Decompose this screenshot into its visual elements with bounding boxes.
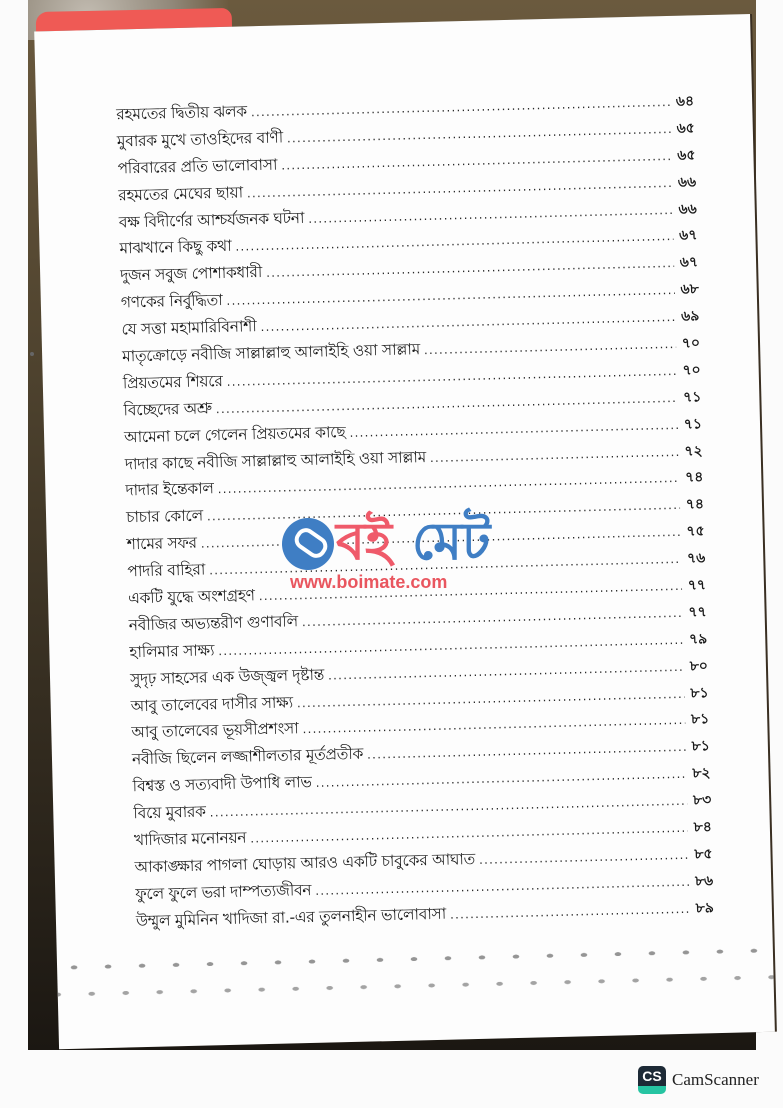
toc-entry-title: রহমতের দ্বিতীয় ঝলক [116,102,248,124]
toc-entry-title: আবু তালেবের দাসীর সাক্ষ্য [130,692,294,715]
toc-entry-page-number: ৭১ [683,415,703,433]
watermark-brand-part1: বই [336,512,392,572]
toc-entry-title: বিশ্বস্ত ও সত্যবাদী উপাধি লাভ [132,773,312,796]
toc-entry-title: মুবারক মুখে তাওহিদের বাণী [116,128,284,151]
toc-entry-page-number: ৭৪ [684,469,704,487]
toc-entry-title: দাদার ইন্তেকাল [125,479,214,500]
toc-entry-page-number: ৮০ [689,657,709,675]
toc-entry-title: হালিমার সাক্ষ্য [129,641,215,662]
toc-entry-page-number: ৬৭ [678,227,698,245]
toc-entry-title: মাতৃক্রোড়ে নবীজি সাল্লাল্লাহু আলাইহি ওয়া সাল্লাম [121,340,421,366]
toc-entry-title: বিয়ে মুবারক [133,802,206,823]
toc-entry-title: পরিবারের প্রতি ভালোবাসা [117,155,278,178]
toc-entry-page-number: ৬৭ [679,254,699,272]
toc-entry-page-number: ৭৭ [688,604,707,621]
toc-entry-title: প্রিয়তমের শিয়রে [122,371,223,393]
toc-entry-title: শামের সফর [126,533,197,554]
watermark-url: www.boimate.com [290,572,448,592]
toc-entry-page-number: ৮৬ [694,872,714,890]
toc-entry-page-number: ৮২ [692,765,711,782]
toc-entry-title: চাচার কোলে [125,506,204,527]
camscanner-badge [638,1066,759,1094]
toc-entry-title: আকাঙ্ক্ষার পাগলা ঘোড়ায় আরও একটি চাবুকের আঘাত [134,849,476,877]
toc-entry-page-number: ৭৯ [688,631,708,648]
toc-entry-title: গণকের নির্বুদ্ধিতা [120,291,223,312]
toc-entry-title: পাদরি বাহিরা [127,560,206,581]
toc-entry-title: আমেনা চলে গেলেন প্রিয়তমের কাছে [123,422,346,447]
toc-entry-page-number: ৭৫ [686,523,705,540]
margin-speck [30,352,34,356]
toc-entry-page-number: ৮৩ [692,792,712,809]
toc-entry-title: মাঝখানে কিছু কথা [119,237,232,258]
toc-entry-title: খাদিজার মনোনয়ন [133,828,247,850]
decorative-floral-border [57,944,774,1005]
toc-entry-title: দাদার কাছে নবীজি সাল্লাল্লাহু আলাইহি ওয়া সাল্লাম [124,447,427,473]
toc-entry-page-number: ৭২ [684,442,703,460]
toc-entry-title: বিচ্ছেদের অশ্রু [123,399,213,420]
toc-entry-title: একটি যুদ্ধে অংশগ্রহণ [127,586,255,608]
toc-entry-title: নবীজি ছিলেন লজ্জাশীলতার মূর্তপ্রতীক [131,745,364,769]
toc-entry-page-number: ৬৬ [678,200,697,218]
toc-entry-page-number: ৭০ [682,362,701,379]
toc-entry-page-number: ৮৯ [695,899,715,917]
camscanner-label: CamScanner [672,1070,759,1089]
toc-entry-page-number: ৮৪ [693,819,713,836]
toc-entry-page-number: ৭১ [682,389,702,406]
toc-entry-page-number: ৭৬ [686,550,706,567]
boimate-watermark [282,512,502,606]
toc-entry-page-number: ৬৫ [676,120,695,137]
toc-entry-title: উম্মুল মুমিনিন খাদিজা রা.-এর তুলনাহীন ভালোবাসা [135,904,447,930]
toc-entry-page-number: ৬৬ [677,174,697,191]
toc-entry-title: ফুলে ফুলে ভরা দাম্পত্যজীবন [135,880,312,904]
toc-entry-title: রহমতের মেঘের ছায়া [118,183,244,205]
toc-entry-title: দুজন সবুজ পোশাকধারী [119,263,263,285]
toc-entry-page-number: ৭০ [681,335,701,352]
dot-leader [450,895,691,928]
toc-entry-title: নবীজির অভ্যন্তরীণ গুণাবলি [128,612,299,635]
toc-entry-title: যে সত্তা মহামারিবিনাশী [121,317,257,339]
toc-entry-title: বক্ষ বিদীর্ণের আশ্চর্যজনক ঘটনা [118,208,305,232]
toc-entry-page-number: ৮১ [691,738,711,756]
toc-entry-page-number: ৬৮ [680,281,699,299]
paperclip-icon [282,518,334,570]
toc-entry-page-number: ৮১ [690,684,709,702]
toc-entry-title: সুদৃঢ় সাহসের এক উজ্জ্বল দৃষ্টান্ত [129,665,325,689]
toc-entry-page-number: ৬৯ [680,308,700,325]
camscanner-logo-icon: CS [638,1066,666,1094]
toc-entry-page-number: ৬৫ [677,147,696,164]
toc-entry-title: আবু তালেবের ভূয়সীপ্রশংসা [131,719,299,742]
toc-entry-page-number: ৮১ [690,711,710,729]
toc-entry-page-number: ৮৫ [694,846,713,863]
toc-entry-page-number: ৭৪ [685,496,705,514]
toc-entry-page-number: ৭৭ [687,577,707,594]
toc-entry-page-number: ৬৪ [675,93,695,110]
watermark-brand-part2: মেট [412,512,491,572]
